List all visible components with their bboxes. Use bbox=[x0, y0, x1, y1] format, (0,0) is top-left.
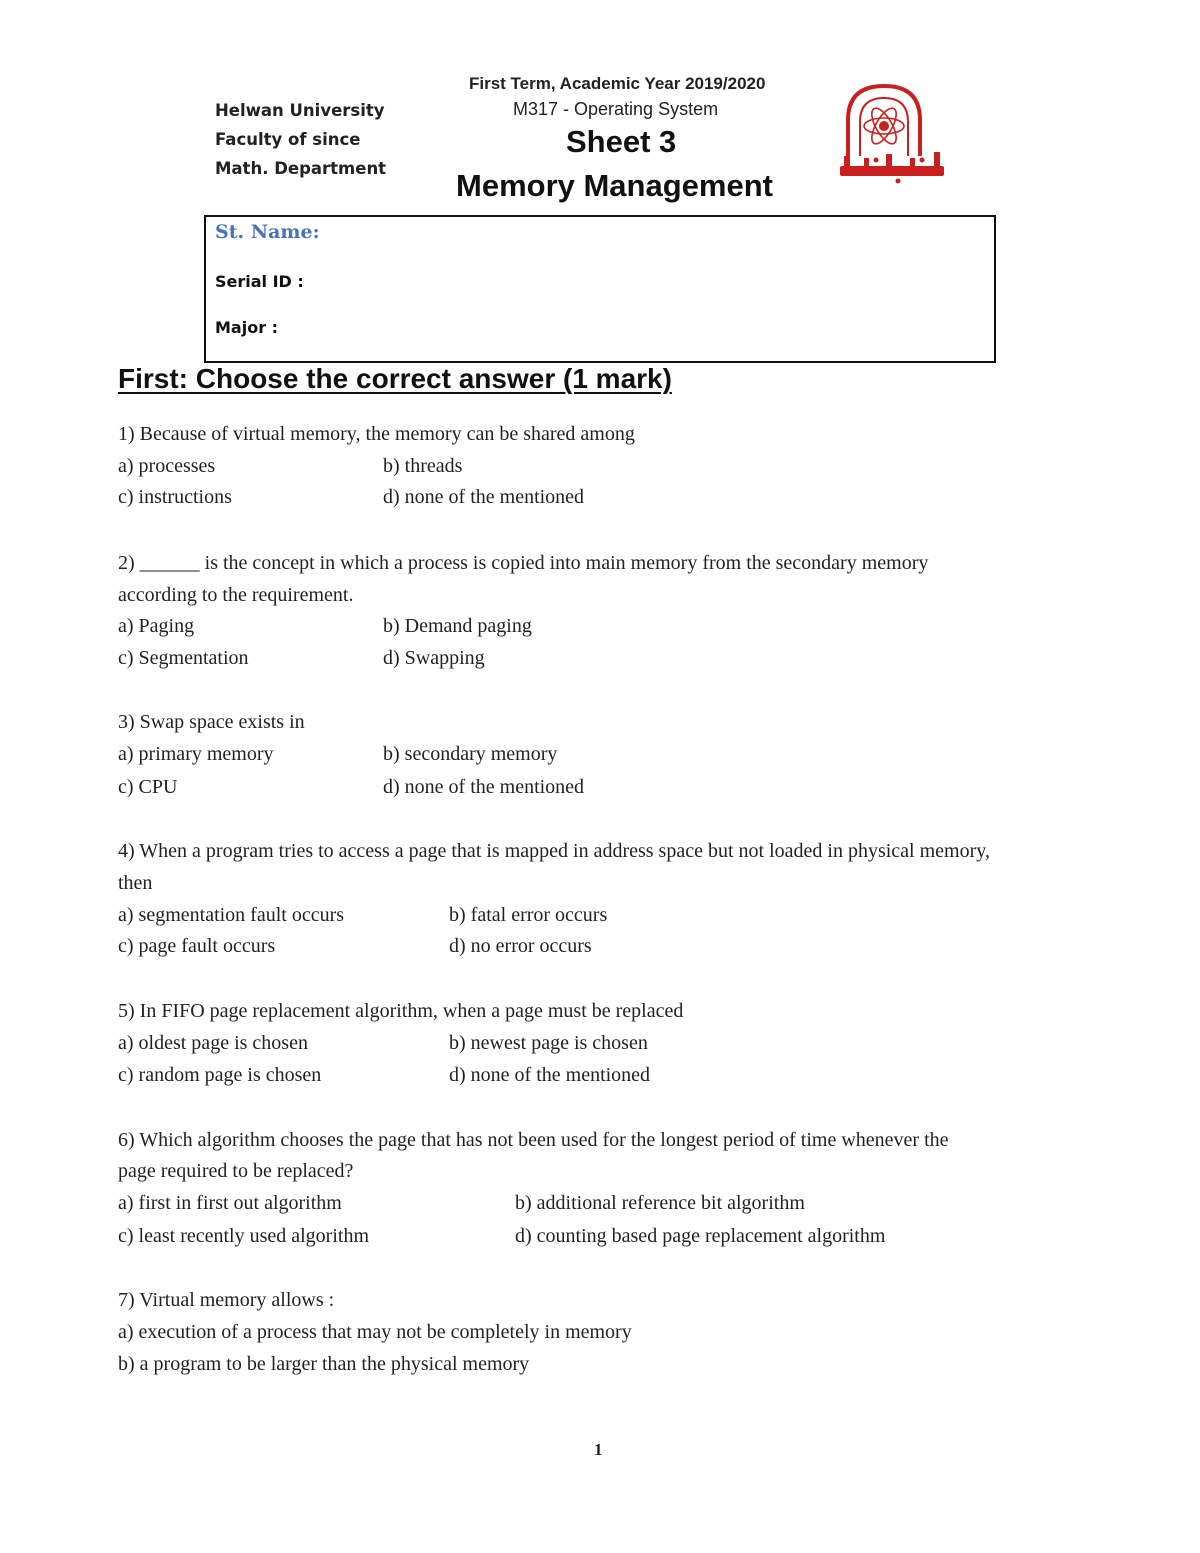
question-6-text: 6) Which algorithm chooses the page that has not been used for the longest period of time whenever the bbox=[118, 1129, 949, 1151]
department-name: Math. Department bbox=[215, 159, 387, 178]
question-1-option-a: a) processes bbox=[118, 455, 216, 477]
university-name: Helwan University bbox=[215, 101, 385, 120]
question-4-option-a: a) segmentation fault occurs bbox=[118, 904, 345, 926]
question-5-text: 5) In FIFO page replacement algorithm, when a page must be replaced bbox=[118, 1000, 684, 1022]
major-label: Major : bbox=[215, 318, 279, 337]
question-1-option-c: c) instructions bbox=[118, 486, 232, 508]
question-5-option-b: b) newest page is chosen bbox=[449, 1032, 648, 1054]
question-7-option-a: a) execution of a process that may not be completely in memory bbox=[118, 1321, 632, 1343]
question-1-option-d: d) none of the mentioned bbox=[383, 486, 585, 508]
academic-term: First Term, Academic Year 2019/2020 bbox=[469, 74, 766, 93]
question-4-text: 4) When a program tries to access a page that is mapped in address space but not loaded in physical memory, bbox=[118, 840, 990, 862]
question-1-text: 1) Because of virtual memory, the memory can be shared among bbox=[118, 423, 635, 445]
question-1-option-b: b) threads bbox=[383, 455, 463, 477]
question-2-text: 2) ______ is the concept in which a process is copied into main memory from the secondary memory bbox=[118, 552, 929, 574]
question-3-option-a: a) primary memory bbox=[118, 743, 274, 765]
question-3-option-d: d) none of the mentioned bbox=[383, 776, 585, 798]
sheet-subject: Memory Management bbox=[456, 168, 773, 203]
question-6-text-continued: page required to be replaced? bbox=[118, 1160, 354, 1182]
question-6-option-c: c) least recently used algorithm bbox=[118, 1225, 370, 1247]
question-4-option-c: c) page fault occurs bbox=[118, 935, 276, 957]
question-2-option-a: a) Paging bbox=[118, 615, 195, 637]
question-2-text-continued: according to the requirement. bbox=[118, 584, 354, 606]
question-6-option-b: b) additional reference bit algorithm bbox=[515, 1192, 805, 1214]
section-title: First: Choose the correct answer (1 mark) bbox=[118, 363, 672, 394]
question-3-option-b: b) secondary memory bbox=[383, 743, 558, 765]
question-5-option-c: c) random page is chosen bbox=[118, 1064, 322, 1086]
course-title: M317 - Operating System bbox=[513, 99, 719, 119]
question-2-option-b: b) Demand paging bbox=[383, 615, 532, 637]
question-2-option-c: c) Segmentation bbox=[118, 647, 249, 669]
question-5-option-d: d) none of the mentioned bbox=[449, 1064, 651, 1086]
question-3-option-c: c) CPU bbox=[118, 776, 178, 798]
university-logo-icon bbox=[834, 80, 954, 188]
question-7-text: 7) Virtual memory allows : bbox=[118, 1289, 335, 1311]
question-2-option-d: d) Swapping bbox=[383, 647, 485, 669]
student-info-box bbox=[204, 215, 996, 363]
faculty-name: Faculty of since bbox=[215, 130, 361, 149]
question-6-option-d: d) counting based page replacement algorithm bbox=[515, 1225, 886, 1247]
question-4-option-b: b) fatal error occurs bbox=[449, 904, 608, 926]
serial-id-label: Serial ID : bbox=[215, 272, 304, 291]
student-name-label: St. Name: bbox=[215, 221, 320, 243]
question-4-text-continued: then bbox=[118, 872, 153, 894]
question-5-option-a: a) oldest page is chosen bbox=[118, 1032, 308, 1054]
sheet-number: Sheet 3 bbox=[566, 124, 677, 159]
page-number: 1 bbox=[594, 1440, 603, 1459]
question-4-option-d: d) no error occurs bbox=[449, 935, 592, 957]
question-6-option-a: a) first in first out algorithm bbox=[118, 1192, 342, 1214]
question-7-option-b: b) a program to be larger than the physical memory bbox=[118, 1353, 530, 1375]
question-3-text: 3) Swap space exists in bbox=[118, 711, 305, 733]
logo-lettering bbox=[840, 152, 944, 184]
